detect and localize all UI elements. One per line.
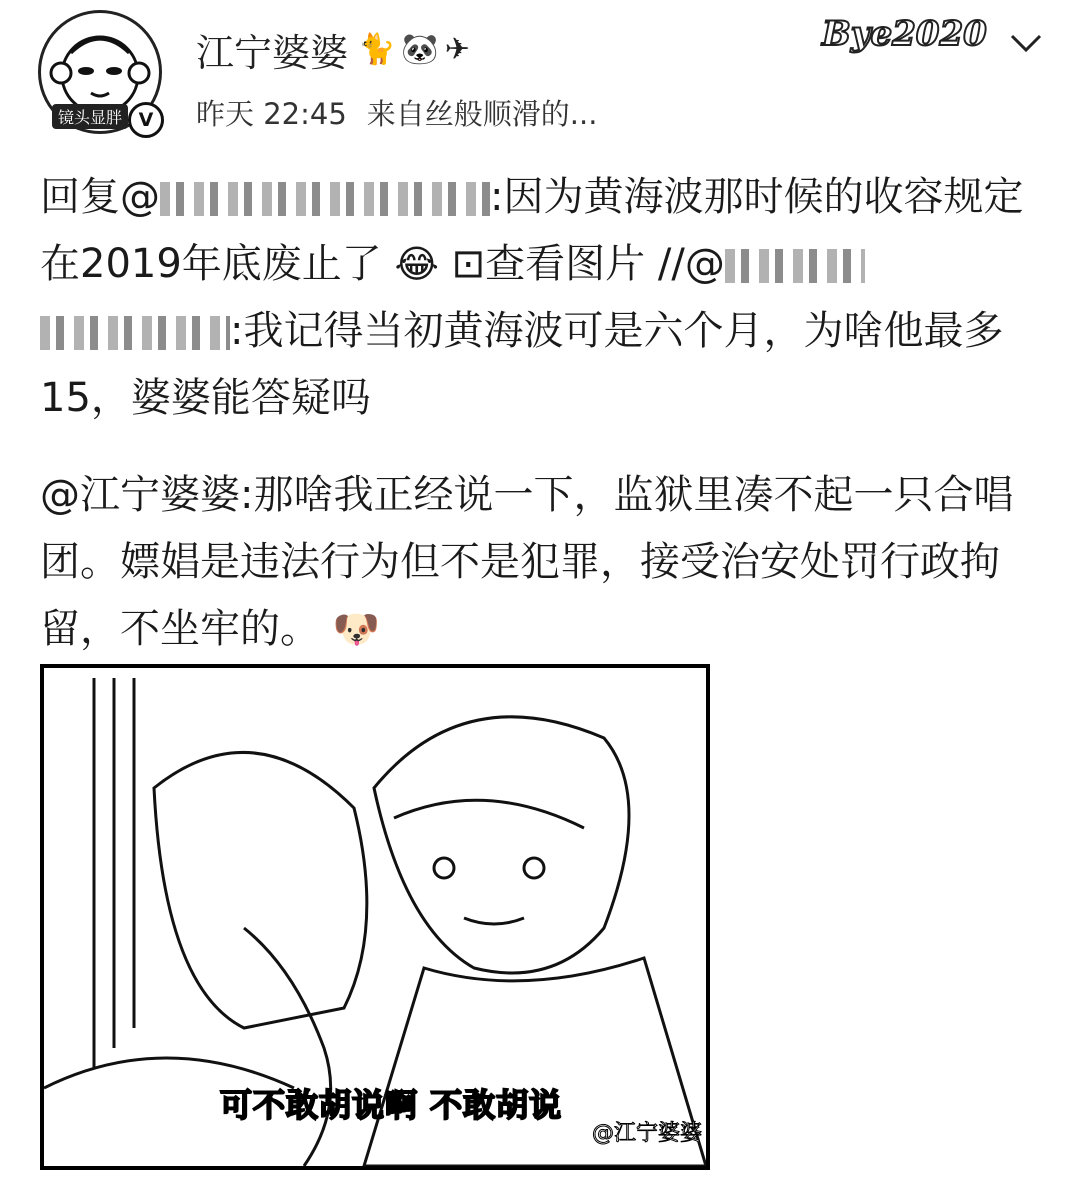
badge-group [358, 32, 470, 67]
reply-paragraph [40, 164, 1040, 432]
post-time: 昨天 22:45 [196, 97, 347, 131]
author-paragraph [40, 462, 1040, 663]
repost-prefix: //@ [657, 241, 725, 287]
view-image-link[interactable]: ⊡查看图片 [451, 241, 646, 287]
post-source[interactable]: 来自丝般顺滑的... [366, 97, 598, 131]
image-watermark: @江宁婆婆 [592, 1121, 703, 1146]
redacted-username [725, 249, 865, 283]
video-subtitle: 可不敢胡说啊 不敢胡说 [220, 1086, 563, 1124]
post-header [0, 0, 1080, 150]
username[interactable]: 江宁婆婆 [196, 31, 349, 75]
reply-prefix: 回复@ [40, 174, 160, 220]
chevron-down-icon[interactable] [1008, 28, 1044, 56]
username-row [196, 22, 470, 77]
post-meta [196, 92, 597, 133]
redacted-username [160, 182, 490, 216]
badge-plane-icon[interactable]: ✈ [444, 32, 470, 67]
repost-text: :我记得当初黄海波可是六个月，为啥他最多15，婆婆能答疑吗 [40, 308, 1004, 421]
reply-text: :因为黄海波那时候的收容规定在2019年底废止了 [40, 174, 1024, 287]
avatar-caption: 镜头显胖 [52, 104, 128, 129]
redacted-username [40, 316, 230, 350]
post-image[interactable] [40, 664, 710, 1170]
badge-panda-icon[interactable]: 🐼 [401, 32, 439, 67]
dog-emoji-icon: 🐶 [332, 607, 381, 651]
author-text: @江宁婆婆:那啥我正经说一下，监狱里凑不起一只合唱团。嫖娼是违法行为但不是犯罪，接受治安处罚行政拘留，不坐牢的。 [40, 472, 1014, 652]
verified-icon: V [128, 102, 164, 138]
badge-cat-icon[interactable]: 🐈 [358, 32, 396, 67]
laugh-emoji-icon: 😂 [394, 242, 439, 286]
bye2020-watermark: Bye2020 [822, 14, 987, 54]
